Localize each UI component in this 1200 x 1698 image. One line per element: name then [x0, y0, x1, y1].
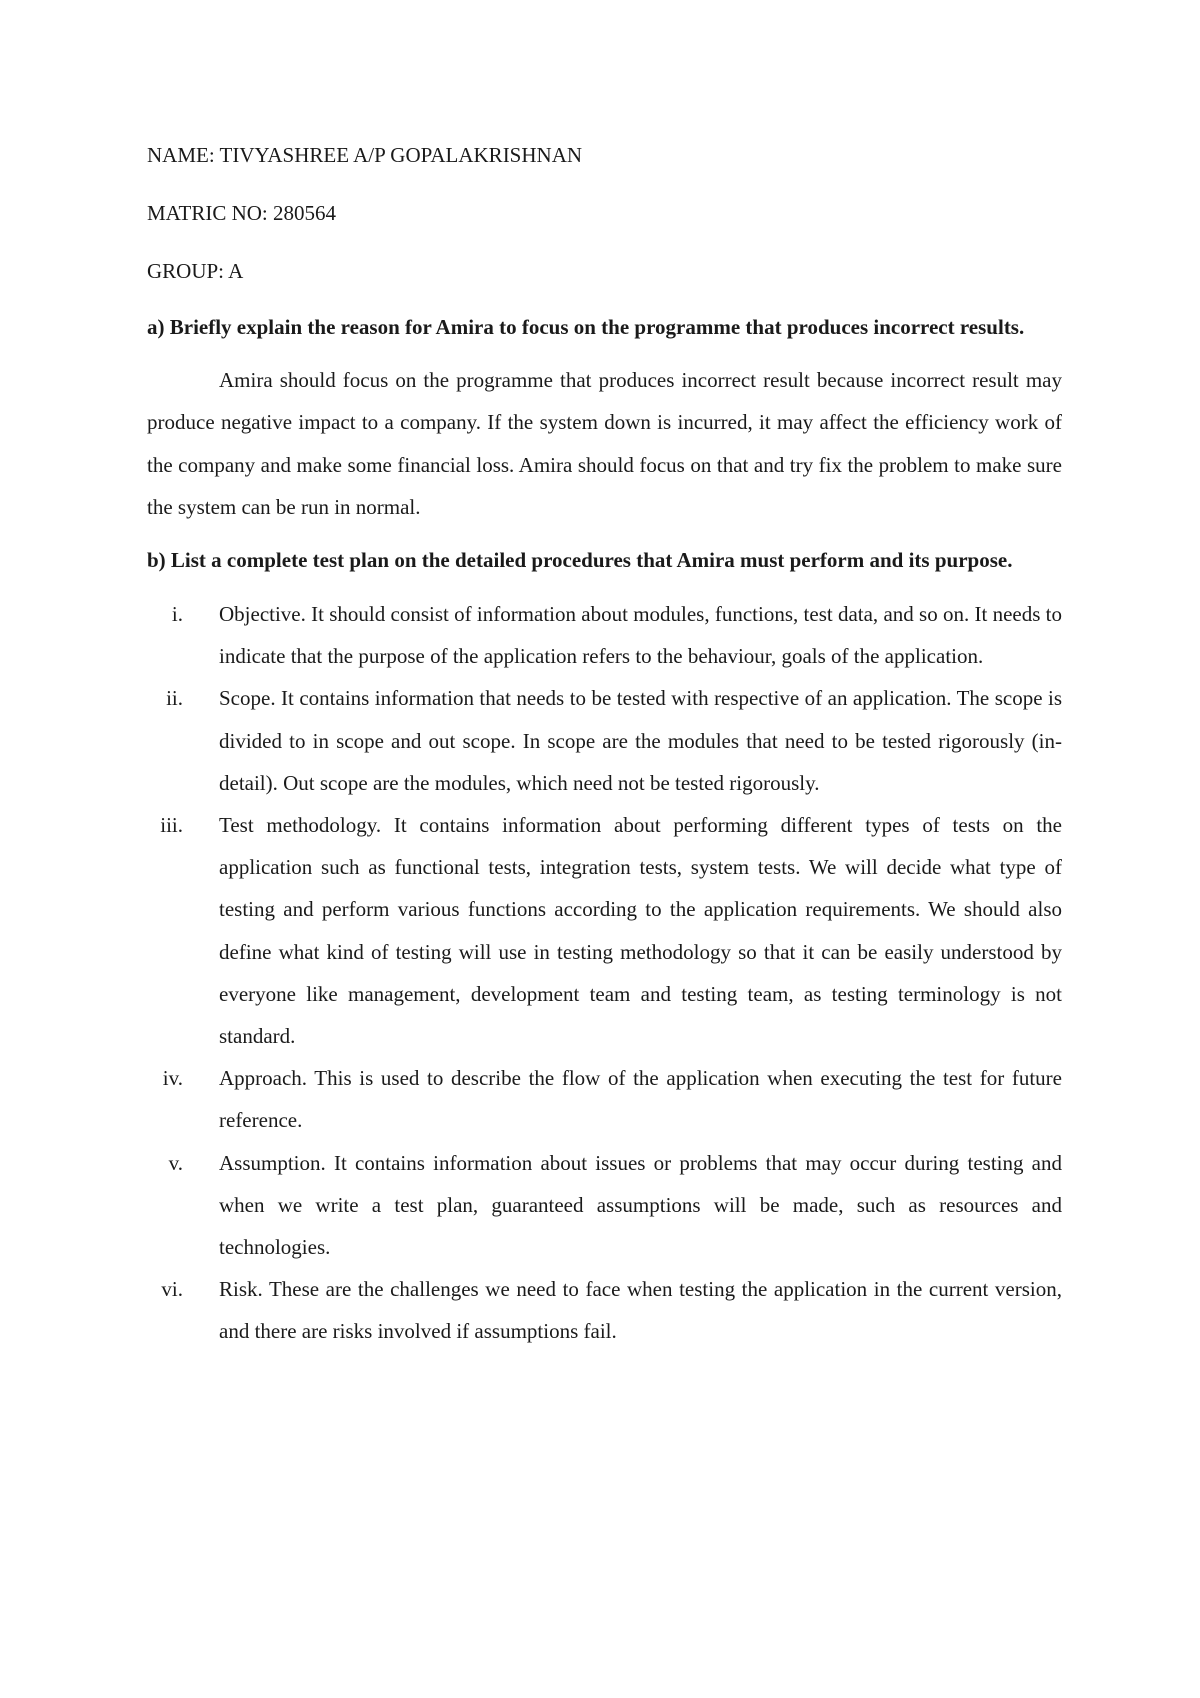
matric-number: MATRIC NO: 280564 — [147, 201, 337, 225]
list-item-marker: v. — [168, 1150, 183, 1175]
group-label: GROUP: A — [147, 259, 244, 283]
list-item-text: Assumption. It contains information about issues or problems that may occur during testing and when we write a test plan, guaranteed assumptions will be made, such as resources and technologies. — [219, 1150, 1062, 1260]
list-item — [147, 1268, 1062, 1352]
list-item-text: Approach. This is used to describe the flow of the application when executing the test for future reference. — [219, 1066, 1062, 1133]
list-item-text: Test methodology. It contains information about performing different types of tests on the application such as functional tests, integration tests, system tests. We will decide what type of testing and perform various functions according to the application requirements. We should also define what kind of testing will use in testing methodology so that it can be easily understood by everyone like management, development team and testing team, as testing terminology is not standard. — [219, 813, 1062, 1049]
list-item-text: Scope. It contains information that needs to be tested with respective of an application. The scope is divided to in scope and out scope. In scope are the modules that need to be tested rigorously (in-detail). Out scope are the modules, which need not be tested rigorously. — [219, 686, 1062, 795]
list-item-marker: ii. — [166, 686, 183, 711]
question-a-heading: a) Briefly explain the reason for Amira to focus on the programme that produces incorrect results. — [147, 315, 1025, 339]
question-b-heading: b) List a complete test plan on the detailed procedures that Amira must perform and its purpose. — [147, 547, 1013, 572]
list-item — [147, 1142, 1062, 1269]
list-item-marker: iii. — [160, 813, 183, 838]
list-item-text: Risk. These are the challenges we need to face when testing the application in the current version, and there are risks involved if assumptions fail. — [219, 1277, 1062, 1344]
list-item — [147, 677, 1062, 804]
list-item-marker: iv. — [162, 1066, 183, 1091]
list-item — [147, 804, 1062, 1057]
list-item-text: Objective. It should consist of information about modules, functions, test data, and so on. It needs to indicate that the purpose of the application refers to the behaviour, goals of the application. — [219, 602, 1062, 669]
test-plan-list — [147, 593, 1062, 1353]
list-item-marker: i. — [171, 602, 183, 626]
question-a-answer: Amira should focus on the programme that produces incorrect result because incorrect result may produce negative impact to a company. If the system down is incurred, it may affect the efficiency work of the company and make some financial loss. Amira should focus on that and try fix the problem to make sure the system can be run in normal. — [147, 367, 1062, 519]
list-item-marker: vi. — [161, 1277, 183, 1302]
student-name: NAME: TIVYASHREE A/P GOPALAKRISHNAN — [147, 143, 583, 167]
list-item — [147, 1057, 1062, 1141]
document-page — [147, 140, 1062, 1353]
list-item — [147, 593, 1062, 677]
